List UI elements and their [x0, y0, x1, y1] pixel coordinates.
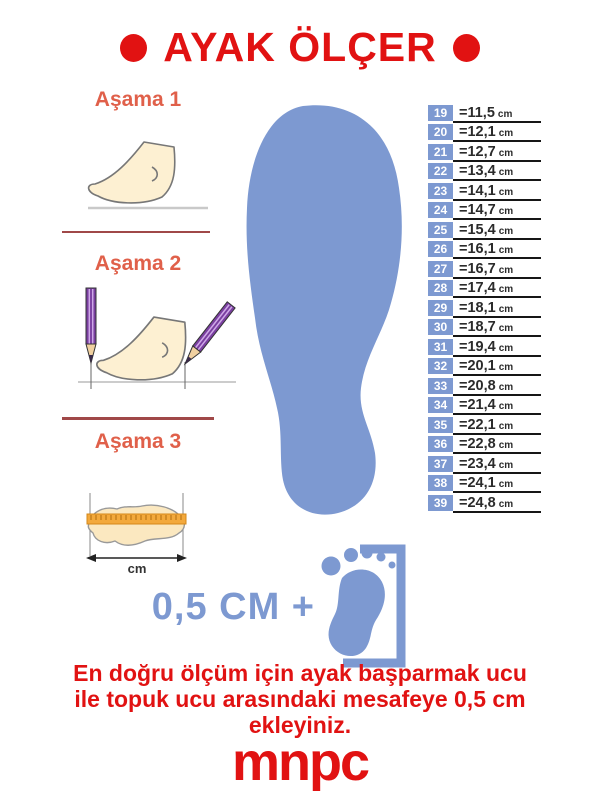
- step3-label: Aşama 3: [94, 430, 182, 453]
- size-length: 18,7: [467, 319, 496, 335]
- size-length: 12,1: [467, 124, 496, 140]
- size-table-row: [428, 337, 541, 357]
- size-length: 12,7: [467, 143, 496, 160]
- size-unit: cm: [498, 303, 514, 315]
- size-value: [453, 259, 541, 279]
- size-value: [453, 240, 541, 260]
- size-table-row: [428, 220, 541, 240]
- size-value: [453, 201, 541, 221]
- size-badge: 23: [428, 183, 453, 199]
- size-unit: cm: [498, 401, 514, 412]
- size-value: [453, 376, 541, 396]
- size-value: [453, 474, 541, 494]
- size-value: [453, 279, 541, 299]
- baby-footprint-bracket-icon: [316, 542, 411, 670]
- size-badge: 29: [428, 300, 453, 316]
- pencil-right-icon: [181, 302, 235, 367]
- size-value: [453, 415, 541, 435]
- size-length: 14,7: [467, 202, 496, 218]
- size-value: [453, 123, 541, 143]
- size-table-row: [428, 454, 541, 474]
- equals-sign: =: [459, 319, 468, 335]
- size-badge: 20: [428, 124, 453, 140]
- size-badge: 31: [428, 339, 453, 355]
- equals-sign: =: [459, 494, 468, 511]
- size-value: [453, 103, 541, 123]
- size-badge: 19: [428, 105, 453, 121]
- equals-sign: =: [459, 436, 468, 452]
- size-unit: cm: [498, 381, 514, 393]
- note-line-1: En doğru ölçüm için ayak başparmak ucu: [73, 660, 527, 686]
- equals-sign: =: [459, 377, 468, 394]
- equals-sign: =: [459, 241, 468, 257]
- size-length: 15,4: [467, 221, 496, 238]
- note-line-3: ekleyiniz.: [248, 712, 352, 739]
- size-length: 14,1: [467, 182, 496, 199]
- size-table-row: [428, 318, 541, 338]
- size-badge: 27: [428, 261, 453, 277]
- size-badge: 35: [428, 417, 453, 433]
- size-unit: cm: [498, 147, 514, 159]
- equals-sign: =: [459, 280, 468, 296]
- foot-with-pencils-icon: [72, 282, 242, 404]
- size-unit: cm: [498, 186, 514, 198]
- equals-sign: =: [459, 416, 468, 433]
- footprint-icon: [233, 98, 415, 520]
- brand-logo: mnpc: [231, 732, 369, 792]
- size-value: [453, 220, 541, 240]
- note-line-2: ile topuk ucu arasındaki mesafeye 0,5 cm: [74, 686, 526, 713]
- size-length: 22,8: [467, 436, 496, 452]
- size-badge: 37: [428, 456, 453, 472]
- size-table-row: [428, 279, 541, 299]
- size-unit: cm: [498, 459, 514, 471]
- size-table-row: [428, 259, 541, 279]
- size-table-row: [428, 435, 541, 455]
- size-badge: 39: [428, 495, 453, 511]
- equals-sign: =: [459, 124, 468, 140]
- size-badge: 34: [428, 397, 453, 413]
- equals-sign: =: [459, 163, 468, 179]
- size-value: [453, 357, 541, 377]
- equals-sign: =: [459, 104, 468, 121]
- size-badge: 33: [428, 378, 453, 394]
- size-table-row: [428, 493, 541, 513]
- size-value: [453, 435, 541, 455]
- size-badge: 26: [428, 241, 453, 257]
- size-unit: cm: [498, 420, 514, 432]
- size-table-row: [428, 142, 541, 162]
- size-length: 13,4: [467, 163, 496, 179]
- size-value: [453, 318, 541, 338]
- size-value: [453, 454, 541, 474]
- red-dot-right-icon: [453, 34, 480, 62]
- size-table-row: [428, 357, 541, 377]
- size-unit: cm: [498, 167, 514, 178]
- separator-line: [62, 231, 210, 233]
- equals-sign: =: [459, 299, 468, 316]
- step2-label: Aşama 2: [94, 252, 182, 275]
- size-table-row: [428, 376, 541, 396]
- size-length: 23,4: [467, 455, 496, 472]
- equals-sign: =: [459, 338, 468, 355]
- size-length: 11,5: [467, 104, 495, 121]
- size-badge: 38: [428, 475, 453, 491]
- equals-sign: =: [459, 143, 468, 160]
- size-unit: cm: [498, 342, 514, 354]
- size-length: 17,4: [467, 280, 496, 296]
- size-table-row: [428, 298, 541, 318]
- equals-sign: =: [459, 182, 468, 199]
- foot-side-view-icon: [80, 140, 215, 215]
- size-value: [453, 162, 541, 182]
- size-unit: cm: [498, 245, 514, 256]
- size-length: 20,1: [467, 358, 496, 374]
- foot-ruler-measure-icon: [83, 478, 193, 575]
- size-table-row: [428, 123, 541, 143]
- separator-line: [62, 417, 214, 420]
- size-value: [453, 298, 541, 318]
- size-table-row: [428, 415, 541, 435]
- size-value: [453, 181, 541, 201]
- size-unit: cm: [498, 206, 514, 217]
- title-row: [0, 24, 600, 71]
- size-length: 21,4: [467, 397, 496, 413]
- size-length: 22,1: [467, 416, 496, 433]
- size-unit: cm: [498, 323, 514, 334]
- cm-ruler-label: cm: [127, 561, 147, 575]
- equals-sign: =: [459, 202, 468, 218]
- size-length: 16,1: [467, 241, 496, 257]
- size-table-row: [428, 181, 541, 201]
- equals-sign: =: [459, 397, 468, 413]
- size-unit: cm: [497, 108, 513, 120]
- equals-sign: =: [459, 455, 468, 472]
- size-value: [453, 337, 541, 357]
- size-unit: cm: [498, 284, 514, 295]
- size-table-row: [428, 103, 541, 123]
- size-value: [453, 396, 541, 416]
- equals-sign: =: [459, 358, 468, 374]
- instruction-note: [10, 660, 590, 739]
- size-table-row: [428, 396, 541, 416]
- size-table-row: [428, 240, 541, 260]
- size-value: [453, 493, 541, 513]
- size-unit: cm: [498, 362, 514, 373]
- size-badge: 28: [428, 280, 453, 296]
- size-value: [453, 142, 541, 162]
- size-unit: cm: [498, 225, 514, 237]
- size-length: 18,1: [467, 299, 496, 316]
- size-badge: 21: [428, 144, 453, 160]
- size-badge: 32: [428, 358, 453, 374]
- size-table-row: [428, 474, 541, 494]
- pencil-left-icon: [86, 288, 96, 363]
- equals-sign: =: [459, 221, 468, 238]
- size-length: 24,8: [467, 494, 496, 511]
- size-badge: 24: [428, 202, 453, 218]
- size-unit: cm: [498, 498, 514, 510]
- red-dot-left-icon: [120, 34, 147, 62]
- step1-label: Aşama 1: [94, 88, 182, 111]
- size-length: 16,7: [467, 260, 496, 277]
- size-badge: 30: [428, 319, 453, 335]
- size-table: [428, 103, 541, 513]
- size-unit: cm: [498, 264, 514, 276]
- add-half-cm-text: 0,5 CM +: [151, 586, 315, 628]
- size-badge: 36: [428, 436, 453, 452]
- size-unit: cm: [498, 440, 514, 451]
- size-length: 19,4: [467, 338, 496, 355]
- size-table-row: [428, 162, 541, 182]
- size-badge: 22: [428, 163, 453, 179]
- size-length: 24,1: [467, 475, 496, 491]
- size-length: 20,8: [467, 377, 496, 394]
- size-unit: cm: [498, 479, 514, 490]
- size-badge: 25: [428, 222, 453, 238]
- page-title: AYAK ÖLÇER: [163, 24, 437, 70]
- size-unit: cm: [498, 128, 514, 139]
- equals-sign: =: [459, 475, 468, 491]
- equals-sign: =: [459, 260, 468, 277]
- size-table-row: [428, 201, 541, 221]
